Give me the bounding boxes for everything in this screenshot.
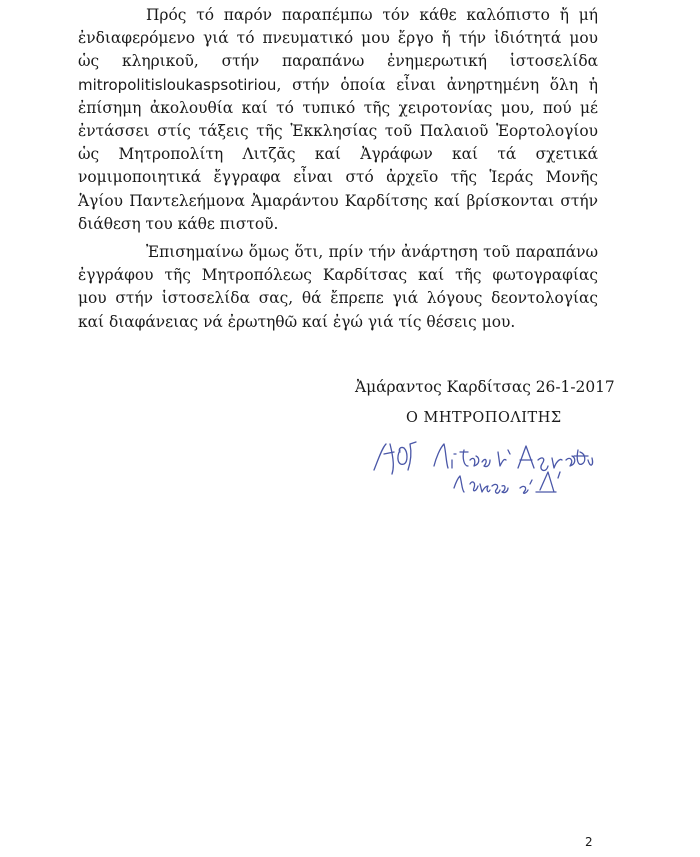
handwritten-signature: [370, 430, 595, 505]
text-line: Ἁγίου Παντελεήμονα Ἀμαράντου Καρδίτσης καί βρίσκονται στήν: [78, 191, 598, 210]
text-line: ἐγγράφου τῆς Μητροπόλεως Καρδίτσας καί τῆς φωτογραφίας: [78, 266, 598, 285]
text-line: μου στήν ἱστοσελίδα σας, θά ἔπρεπε γιά λόγους δεοντολογίας: [78, 289, 598, 308]
text-fragment: , στήν ὁποία εἶναι ἀνηρτημένη ὅλη ἡ: [276, 75, 598, 94]
text-line: Πρός τό παρόν παραπέμπω τόν κάθε καλόπιστο ἤ μή: [146, 6, 598, 24]
paragraph-2: [78, 241, 598, 334]
website-name: mitropolitisloukaspsotiriou: [78, 75, 277, 94]
text-line: ἐνδιαφερόμενο γιά τό πνευματικό μου ἔργο ἤ τήν ἰδιότητά μου: [78, 29, 598, 48]
text-line-with-url: [78, 74, 598, 97]
text-line: ἐπίσημη ἀκολουθία καί τό τυπικό τῆς χειροτονίας μου, πού μέ: [78, 98, 598, 117]
paragraph-1: [78, 4, 598, 236]
place-date: Ἀμάραντος Καρδίτσας 26-1-2017: [355, 378, 615, 396]
text-line: Ἐπισημαίνω ὅμως ὅτι, πρίν τήν ἀνάρτηση τοῦ παραπάνω: [146, 243, 598, 261]
text-line: ὡς Μητροπολίτη Λιτζᾶς καί Ἀγράφων καί τά σχετικά: [78, 145, 598, 164]
signatory-title: Ο ΜΗΤΡΟΠΟΛΙΤΗΣ: [406, 410, 562, 426]
text-line: ὡς κληρικοῦ, στήν παραπάνω ἐνημερωτική ἱστοσελίδα: [78, 52, 598, 71]
text-line: νομιμοποιητικά ἔγγραφα εἶναι στό ἀρχεῖο τῆς Ἱεράς Μονῆς: [78, 168, 598, 187]
text-line: ἐντάσσει στίς τάξεις τῆς Ἐκκλησίας τοῦ Παλαιοῦ Ἑορτολογίου: [78, 122, 598, 141]
text-line: καί διαφάνειας νά ἐρωτηθῶ καί ἐγώ γιά τίς θέσεις μου.: [78, 312, 516, 331]
text-line: διάθεση του κάθε πιστοῦ.: [78, 214, 279, 233]
page-number: 2: [585, 835, 593, 849]
